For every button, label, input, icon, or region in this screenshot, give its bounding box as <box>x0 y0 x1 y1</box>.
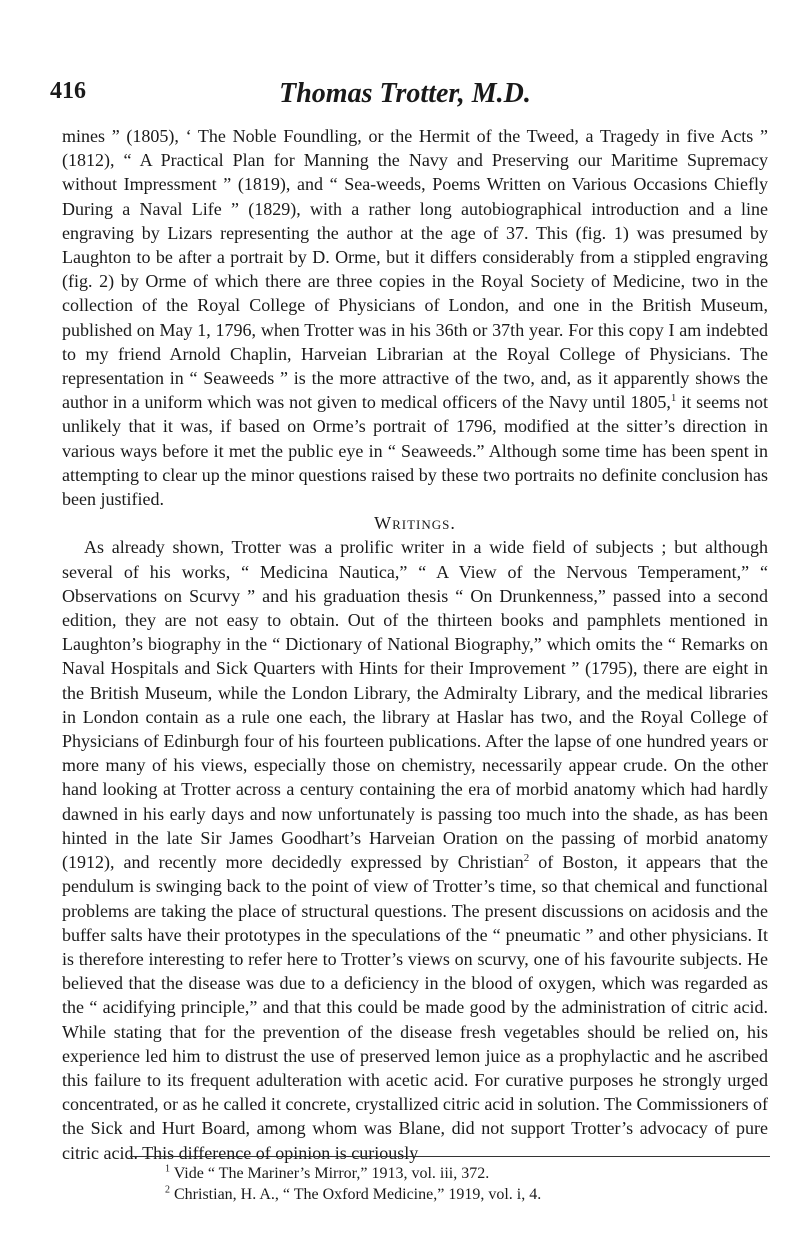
paragraph-portraits <box>62 124 768 511</box>
paragraph-text: it seems not unlikely that it was, if based on Orme’s portrait of 1796, modified at the sitter’s direction in various ways before it met the public eye in “ Seaweeds.” Although some time has been spent in attempting to clear up the minor questions raised by these two portraits no definite conclusion has been justified. <box>62 392 768 510</box>
main-text <box>62 124 768 1165</box>
page-header <box>50 78 760 118</box>
paragraph-writings <box>62 535 768 1164</box>
page-number: 416 <box>50 78 86 104</box>
footnote-mark: 2 <box>165 1184 170 1196</box>
running-title: Thomas Trotter, M.D. <box>279 78 531 109</box>
footnote-ref-1[interactable]: 1 <box>670 392 677 405</box>
paragraph-text: As already shown, Trotter was a prolific writer in a wide field of subjects ; but although several of his works, “ Medicina Nautica,” “ A View of the Nervous Temperament,” “ Observations on Scurvy ” and his graduation thesis “ On Drunkenness,” passed into a second edition, they are not easy to obtain. Out of the thirteen books and pamphlets mentioned in Laughton’s biography in the “ Dictionary of National Biography,” which omits the “ Remarks on Naval Hospitals and Sick Quarters with Hints for their Improvement ” (1795), there are eight in the British Museum, while the London Library, the Admiralty Library, and the medical libraries in London contain as a rule one each, the library at Haslar has two, and the Royal College of Physicians of Edinburgh four of his fourteen publications. After the lapse of one hundred years or more many of his views, especially those on chemistry, necessarily appear crude. On the other hand looking at Trotter across a century containing the era of morbid anatomy which had hardly dawned in his early days and now unfortunately is passing too much into the shade, as has been hinted in the late Sir James Goodhart’s Harveian Oration on the passing of morbid anatomy (1912), and recently more decidedly expressed by Christian <box>62 537 768 873</box>
section-heading-writings: Writings. <box>374 513 456 534</box>
footnote-1 <box>165 1163 765 1184</box>
footnote-ref-2[interactable]: 2 <box>523 852 530 865</box>
footnote-text: Vide “ The Mariner’s Mirror,” 1913, vol. iii, 372. <box>170 1165 490 1182</box>
footnote-2 <box>165 1184 765 1205</box>
paragraph-text: mines ” (1805), ‘ The Noble Foundling, or the Hermit of the Tweed, a Tragedy in five Acts ” (1812), “ A Practical Plan for Manning the Navy and Preserving our Maritime Supremacy without Impressment ” (1819), and “ Sea-weeds, Poems Written on Various Occasions Chiefly During a Naval Life ” (1829), with a rather long autobiographical introduction and a line engraving by Lizars representing the author at the age of 37. This (fig. 1) was presumed by Laughton to be after a portrait by D. Orme, but it differs considerably from a stippled engraving (fig. 2) by Orme of which there are three copies in the Royal Society of Medicine, two in the collection of the Royal College of Physicians of London, and one in the British Museum, published on May 1, 1796, when Trotter was in his 36th or 37th year. For this copy I am indebted to my friend Arnold Chaplin, Harveian Librarian at the Royal College of Physicians. The representation in “ Seaweeds ” is the more attractive of the two, and, as it apparently shows the author in a uniform which was not given to medical officers of the Navy until 1805, <box>62 126 768 413</box>
footnotes <box>165 1163 765 1205</box>
footnote-mark: 1 <box>165 1163 170 1175</box>
paragraph-text: of Boston, it appears that the pendulum is swinging back to the point of view of Trotter’s time, so that chemical and functional problems are taking the place of structural questions. The present discussions on acidosis and the buffer salts have their prototypes in the speculations of the “ pneumatic ” and other physicians. It is therefore interesting to refer here to Trotter’s views on scurvy, one of his favourite subjects. He believed that the disease was due to a deficiency in the blood of oxygen, which was regarded as the “ acidifying principle,” and that this could be made good by the administration of citric acid. While stating that for the prevention of the disease fresh vegetables should be relied on, his experience led him to distrust the use of preserved lemon juice as a prophylactic and he ascribed this failure to its frequent adulteration with acetic acid. For curative purposes he strongly urged concentrated, or as he called it concrete, crystallized citric acid in solution. The Commissioners of the Sick and Hurt Board, among whom was Blane, did not support Trotter’s advocacy of pure citric acid. This difference of opinion is curiously <box>62 852 768 1163</box>
footnote-divider <box>130 1156 770 1157</box>
footnote-text: Christian, H. A., “ The Oxford Medicine,” 1919, vol. i, 4. <box>170 1186 542 1203</box>
